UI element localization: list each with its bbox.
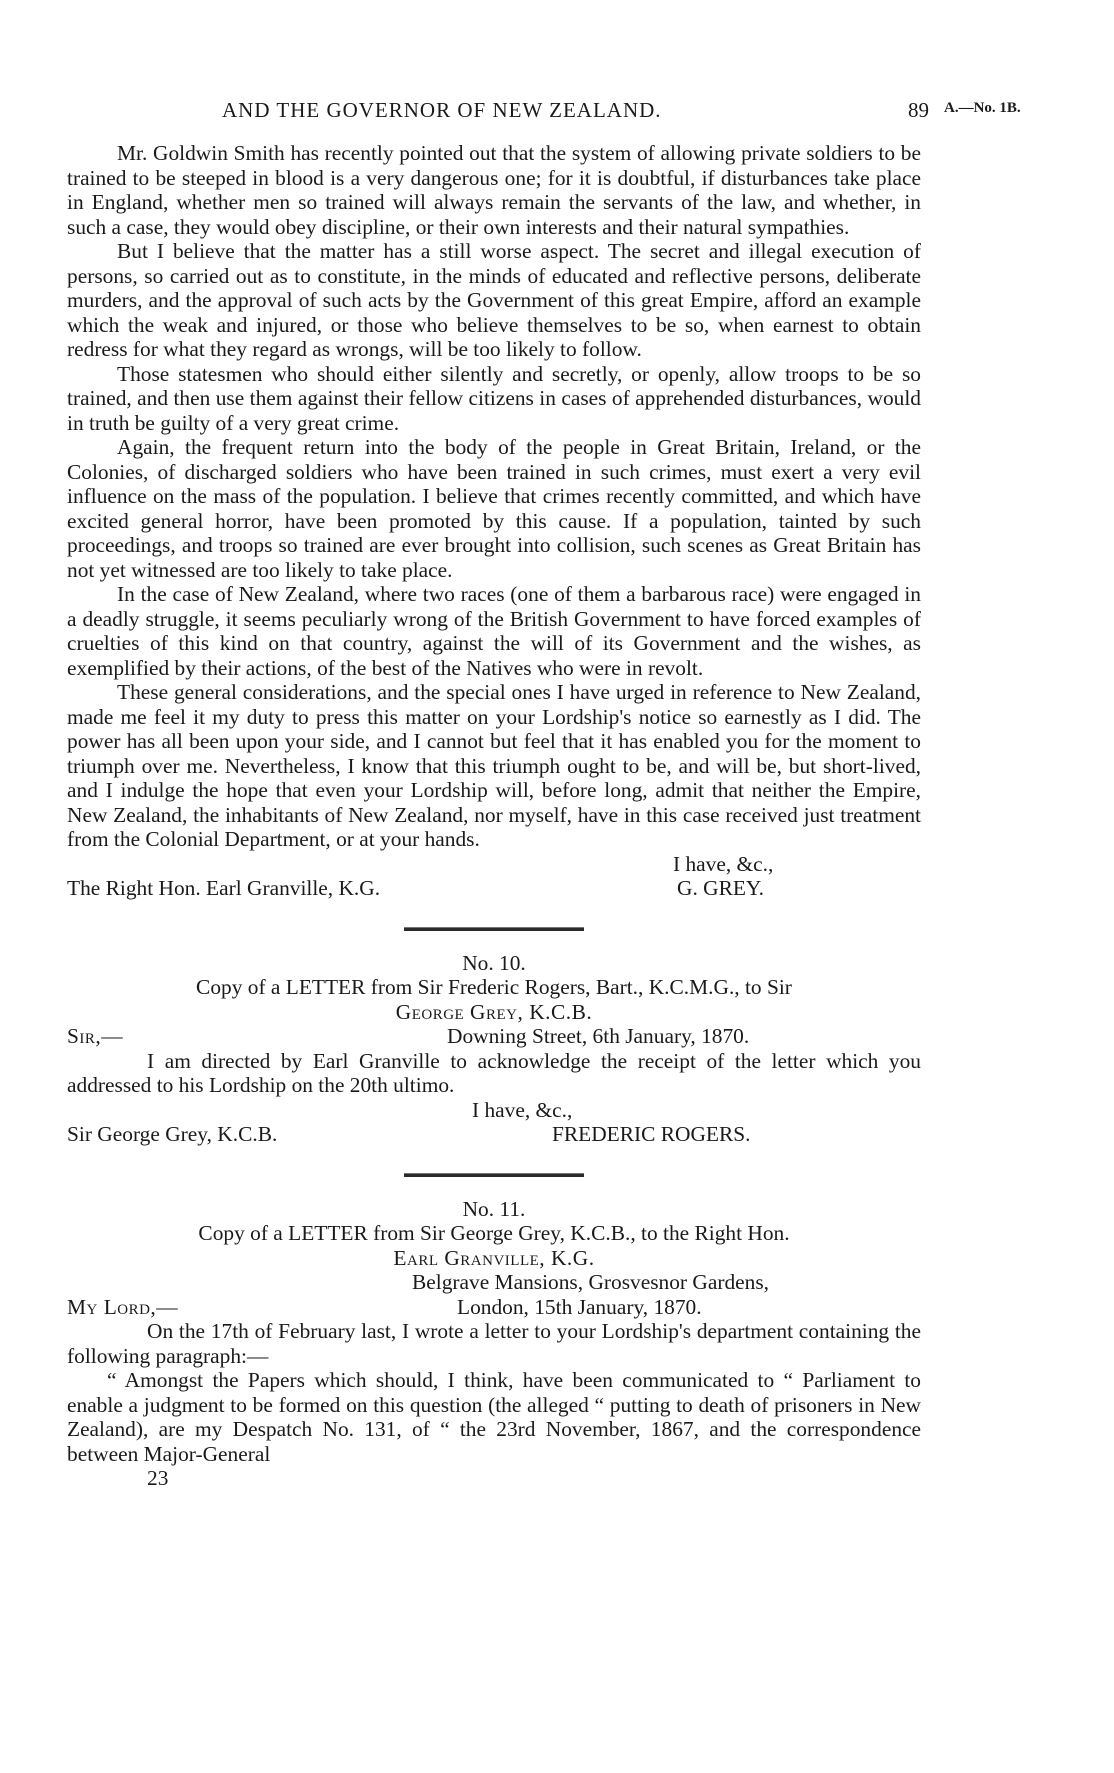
- addressee: The Right Hon. Earl Granville, K.G.: [67, 876, 381, 900]
- paragraph: Mr. Goldwin Smith has recently pointed out that the system of allowing private soldiers to be trained to be steeped in blood is a very dangerous one; for it is doubtful, if disturbances take place in England, whether men so trained will always remain the servants of the law, and whether, in such a case, they would obey discipline, or their own interests and their natural sympathies.: [67, 141, 921, 239]
- paragraph: Again, the frequent return into the body of the people in Great Britain, Ireland, or the Colonies, of discharged soldiers who have been trained in such crimes, must exert a very evil influence on the mass of the population. I believe that crimes recently committed, and which have excited general horror, have been promoted by this cause. If a population, tainted by such proceedings, and troops so trained are ever brought into collision, such scenes as Great Britain has not yet witnessed are too likely to take place.: [67, 435, 921, 582]
- document-number: No. 11.: [462, 1196, 526, 1221]
- closing: I have, &c.,: [673, 851, 774, 876]
- closing-row: [67, 852, 921, 877]
- quoted-paragraph: “ Amongst the Papers which should, I think, have been communicated to “ Parliament to enable a judgment to be formed on this question (the alleged “ putting to death of prisoners in New Zealand), are my Despatch No. 131, of “ the 23rd November, 1867, and the correspondence between Major-General: [67, 1368, 921, 1466]
- signature: G. GREY.: [677, 876, 764, 900]
- document-number: No. 10.: [462, 950, 526, 975]
- paper-reference: A.—No. 1B.: [944, 100, 1021, 116]
- running-title: AND THE GOVERNOR OF NEW ZEALAND.: [222, 98, 662, 122]
- place-date: Downing Street, 6th January, 1870.: [447, 1024, 750, 1048]
- paragraph: On the 17th of February last, I wrote a letter to your Lordship's department containing the following paragraph:—: [67, 1319, 921, 1368]
- document-heading-cont: Earl Granville, K.G.: [393, 1245, 595, 1270]
- document-heading-cont: George Grey, K.C.B.: [395, 999, 593, 1024]
- addressee: Sir George Grey, K.C.B.: [67, 1122, 278, 1146]
- page-number: 89: [908, 98, 929, 122]
- salutation: Sir,—: [67, 1024, 124, 1048]
- running-head: [0, 98, 1114, 128]
- salutation-row: [67, 1024, 921, 1049]
- signature: FREDERIC ROGERS.: [552, 1122, 751, 1146]
- closing-row: [67, 1098, 921, 1123]
- document-heading: Copy of a LETTER from Sir Frederic Rogers, Bart., K.C.M.G., to Sir: [196, 975, 792, 999]
- signature-mark-row: [67, 1466, 921, 1491]
- paragraph: In the case of New Zealand, where two races (one of them a barbarous race) were engaged in a deadly struggle, it seems peculiarly wrong of the British Government to have forced examples of cruelties of this kind on that country, against the will of its Government and the wishes, as exemplified by their actions, of the best of the Natives who were in revolt.: [67, 582, 921, 680]
- paragraph: I am directed by Earl Granville to acknowledge the receipt of the letter which you addressed to his Lordship on the 20th ultimo.: [67, 1048, 921, 1097]
- paragraph: Those statesmen who should either silently and secretly, or openly, allow troops to be so trained, and then use them against their fellow citizens in cases of apprehended disturbances, would in truth be guilty of a very great crime.: [67, 361, 921, 435]
- document-heading: Copy of a LETTER from Sir George Grey, K.C.B., to the Right Hon.: [198, 1221, 790, 1245]
- closing: I have, &c.,: [472, 1097, 573, 1122]
- letter-grey-to-granville: [67, 141, 921, 901]
- address-line: Belgrave Mansions, Grosvesnor Gardens,: [412, 1270, 770, 1294]
- paragraph: These general considerations, and the special ones I have urged in reference to New Zealand, made me feel it my duty to press this matter on your Lordship's notice so earnestly as I did. The power has all been upon your side, and I cannot but feel that it has enabled you for the moment to triumph over me. Nevertheless, I know that this triumph ought to be, and will be, but short-lived, and I indulge the hope that even your Lordship will, before long, admit that neither the Empire, New Zealand, the inhabitants of New Zealand, nor myself, have in this case received just treatment from the Colonial Department, or at your hands.: [67, 680, 921, 851]
- letter-grey-to-granville-2: [67, 1197, 921, 1491]
- salutation: My Lord,—: [67, 1294, 179, 1319]
- address-row: [67, 1270, 921, 1295]
- paragraph: But I believe that the matter has a still worse aspect. The secret and illegal execution of persons, so carried out as to constitute, in the minds of educated and reflective persons, deliberate murders, and the approval of such acts by the Government of this great Empire, afford an example which the weak and injured, or those who believe themselves to be so, when earnest to obtain redress for what they regard as wrongs, will be too likely to follow.: [67, 239, 921, 361]
- page-body: [67, 141, 921, 1491]
- letter-rogers-to-grey: [67, 951, 921, 1147]
- signature-row: [67, 1122, 921, 1147]
- signature-mark: 23: [147, 1466, 169, 1490]
- signature-row: [67, 876, 921, 901]
- salutation-row: [67, 1295, 921, 1320]
- place-date: London, 15th January, 1870.: [457, 1294, 702, 1319]
